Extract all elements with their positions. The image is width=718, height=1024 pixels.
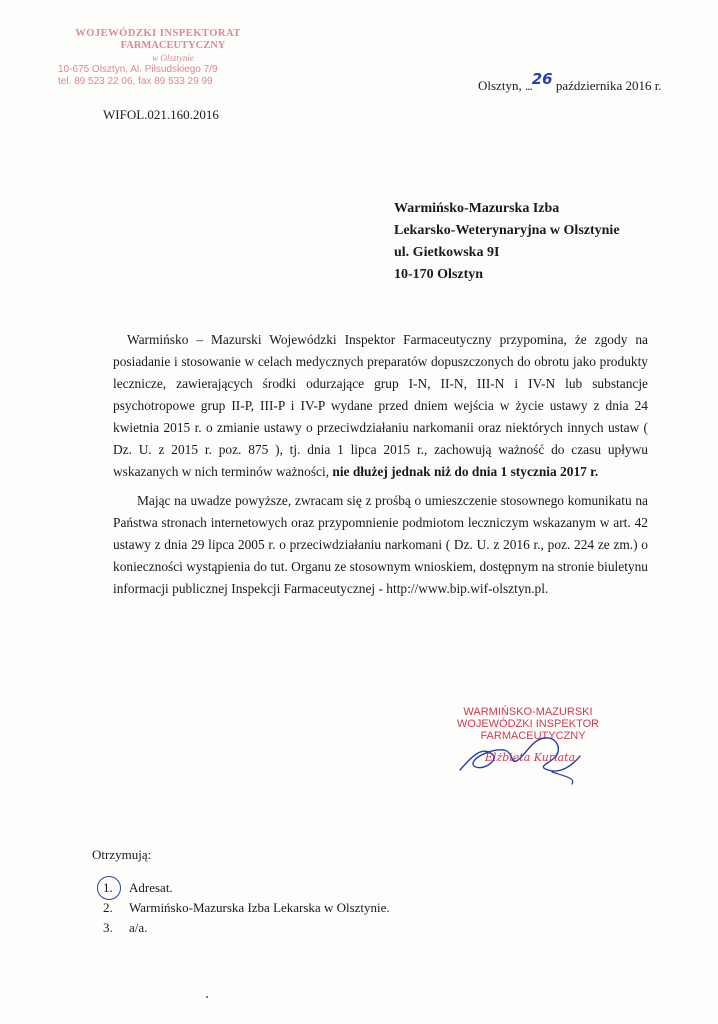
handwritten-day: 26 [531,70,553,88]
signature-stamp-line2: WOJEWÓDZKI INSPEKTOR [456,718,600,730]
month-year: października 2016 r. [555,78,662,93]
signatory-name: Elżbieta Kuriata [484,751,576,764]
list-item [103,918,390,938]
paragraph-1 [113,329,648,483]
place-city: Olsztyn, [478,78,522,93]
address-line2: Lekarsko-Weterynaryjna w Olsztynie [394,223,620,238]
item-text: a/a. [129,920,148,935]
handwritten-signature [452,726,592,786]
signature-stamp-line1: WARMIŃSKO-MAZURSKI [463,706,593,718]
item-number: 3. [103,920,113,935]
list-item [103,878,390,898]
reference-number: WIFOL.021.160.2016 [103,107,219,122]
item-number: 1. [103,880,113,895]
signature-stamp-line3: FARMACEUTYCZNY [480,730,586,742]
paragraph-1-bold: nie dłużej jednak niż do dnia 1 stycznia 2017 r. [332,464,599,479]
paragraph-2: Mając na uwadze powyższe, zwracam się z prośbą o umieszczenie stosownego komunikatu na Państwa stronach internetowych oraz przypomnienie podmiotom leczniczym wskazanym w art. 42 ustawy z dnia 29 lipca 2005 r. o przeciwdziałaniu narkomani ( Dz. U. z 2016 r., poz. 224 ze zm.) o konieczności wystąpienia do tut. Organu ze stosownym wnioskiem, dostępnym na stronie biuletynu informacji publicznej Inspekcji Farmaceutycznej - http://www.bip.wif-olsztyn.pl. [113,493,648,596]
address-line3: ul. Gietkowska 9I [394,245,500,260]
item-number: 2. [103,900,113,915]
item-text: Adresat. [129,880,173,895]
address-line4: 10-170 Olsztyn [394,267,484,282]
header-stamp-address: 10-675 Olsztyn, Al. Piłsudskiego 7/9 [58,64,218,75]
recipients-label: Otrzymują: [92,847,152,862]
dotted-blank: ... [524,78,532,93]
list-item [103,898,390,918]
scan-speck [206,996,208,998]
recipient-address [394,198,620,286]
item-text: Warmińsko-Mazurska Izba Lekarska w Olsztynie. [129,900,390,915]
header-stamp-line1: WOJEWÓDZKI INSPEKTORAT [75,28,241,39]
pen-circle-mark [97,876,121,900]
address-line1: Warmińsko-Mazurska Izba [394,201,560,216]
paragraph-1-text: Warmińsko – Mazurski Wojewódzki Inspektor Farmaceutyczny przypomina, że zgody na posiadanie i stosowanie w celach medycznych preparatów dopuszczonych do obrotu jako produkty lecznicze, zawierających środki odurzające grup I-N, II-N, III-N i IV-N lub substancje psychotropowe grup II-P, III-P i IV-P wydane przed dniem wejścia w życie ustawy z dnia 24 kwietnia 2015 r. o zmianie ustawy o przeciwdziałaniu narkomanii oraz niektórych innych ustaw ( Dz. U. z 2015 r. poz. 875 ), tj. dnia 1 lipca 2015 r., zachowują ważność do czasu upływu wskazanych w nich terminów ważności, [113,332,648,479]
place-date [478,70,662,94]
header-stamp [58,28,258,88]
recipients-list [103,878,390,938]
header-stamp-phone: tel. 89 523 22 06, fax 89 533 29 99 [58,76,213,87]
header-stamp-line3: w Olsztynie [152,53,194,63]
header-stamp-line2: FARMACEUTYCZNY [120,40,226,51]
letter-body [113,329,648,600]
